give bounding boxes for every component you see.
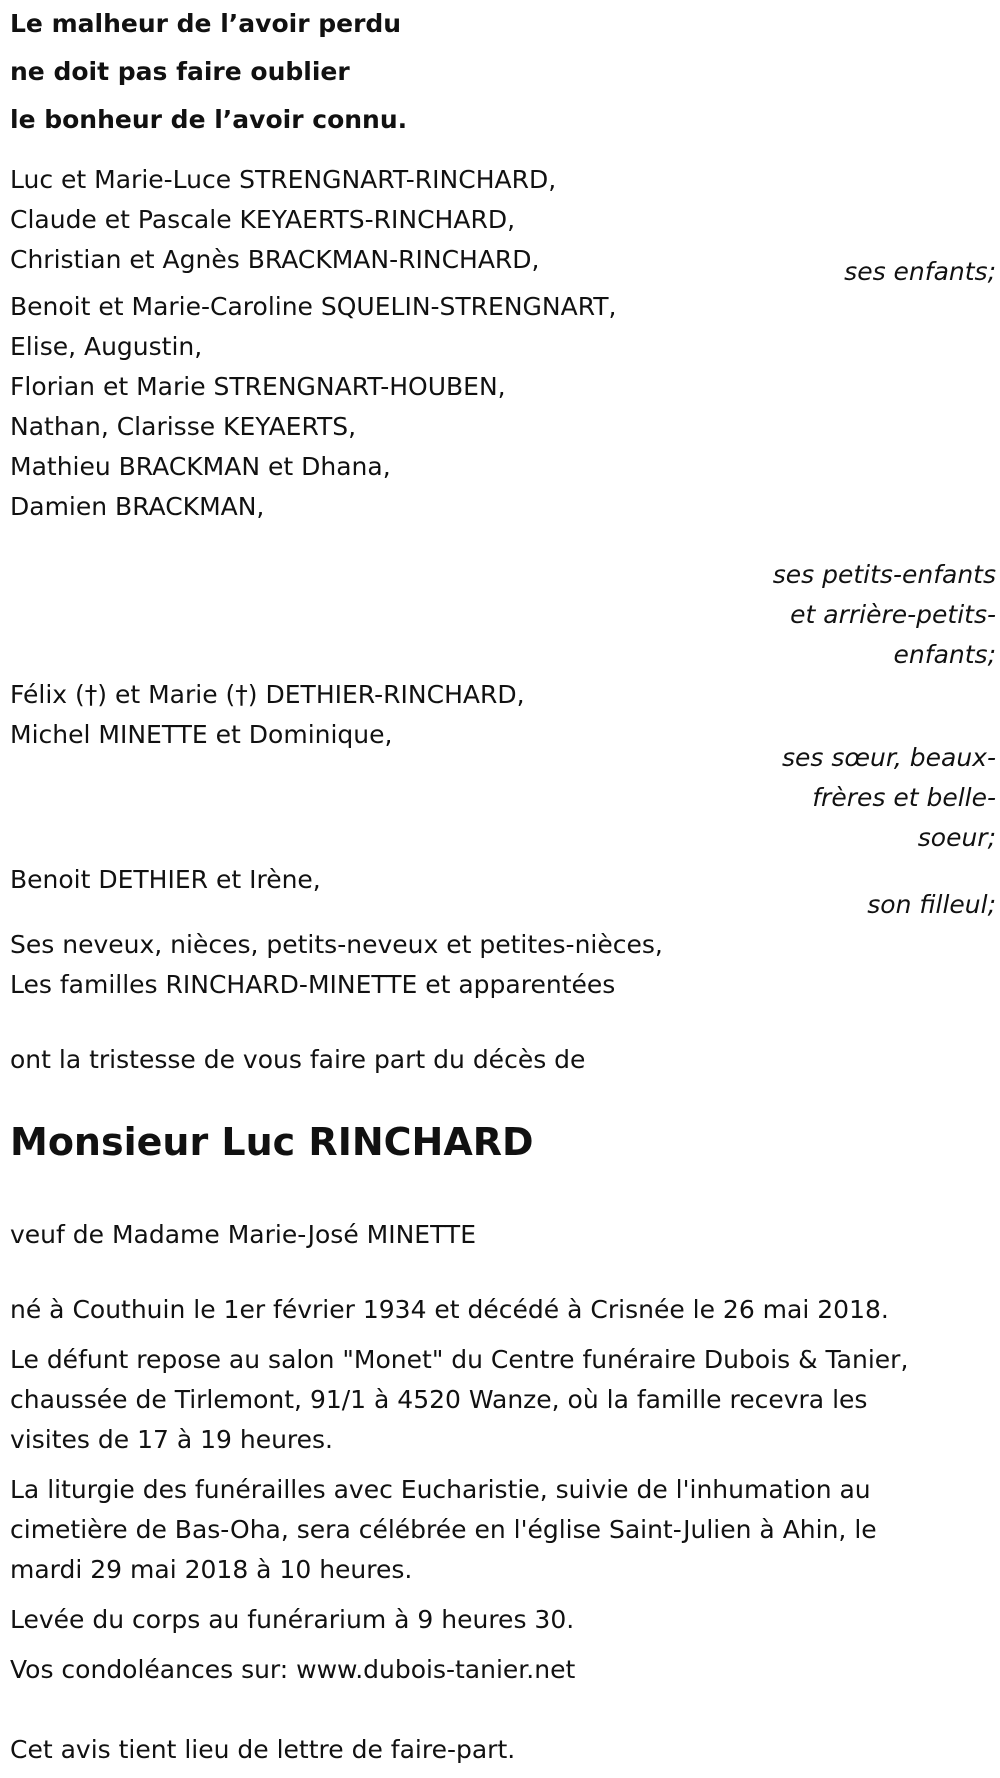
list-item: Claude et Pascale KEYAERTS-RINCHARD, (10, 205, 516, 234)
list-item: Benoit et Marie-Caroline SQUELIN-STRENGNART, (10, 292, 617, 321)
paragraph-line: mardi 29 mai 2018 à 10 heures. (10, 1555, 413, 1584)
family-list (10, 925, 663, 1005)
children-list (10, 160, 556, 280)
list-item: Les familles RINCHARD-MINETTE et apparentées (10, 970, 616, 999)
role-line: frères et belle- (812, 783, 996, 812)
liturgy-paragraph (10, 1470, 995, 1590)
siblings-list (10, 675, 525, 755)
list-item: Nathan, Clarisse KEYAERTS, (10, 412, 357, 441)
announcement: ont la tristesse de vous faire part du décès de (10, 1045, 586, 1074)
paragraph-line: cimetière de Bas-Oha, sera célébrée en l'église Saint-Julien à Ahin, le (10, 1515, 877, 1544)
levee-line: Levée du corps au funérarium à 9 heures 30. (10, 1605, 575, 1634)
role-line: et arrière-petits- (790, 600, 996, 629)
list-item: Damien BRACKMAN, (10, 492, 265, 521)
list-item: Michel MINETTE et Dominique, (10, 720, 393, 749)
role-line: soeur; (917, 823, 996, 852)
epigraph-line: Le malheur de l’avoir perdu (10, 9, 402, 38)
repose-paragraph (10, 1340, 995, 1460)
siblings-role (696, 738, 996, 858)
list-item: Ses neveux, nièces, petits-neveux et petites-nièces, (10, 930, 663, 959)
grandchildren-role (696, 555, 996, 675)
closing-line: Cet avis tient lieu de lettre de faire-part. (10, 1735, 516, 1764)
born-died: né à Couthuin le 1er février 1934 et décédé à Crisnée le 26 mai 2018. (10, 1295, 889, 1324)
role-line: ses sœur, beaux- (781, 743, 996, 772)
epigraph-line: le bonheur de l’avoir connu. (10, 105, 408, 134)
godson: Benoit DETHIER et Irène, (10, 865, 321, 894)
children-role: ses enfants; (844, 257, 996, 286)
paragraph-line: chaussée de Tirlemont, 91/1 à 4520 Wanze, où la famille recevra les (10, 1385, 868, 1414)
deceased-name: Monsieur Luc RINCHARD (10, 1120, 534, 1164)
list-item: Florian et Marie STRENGNART-HOUBEN, (10, 372, 506, 401)
grandchildren-list (10, 287, 617, 527)
list-item: Luc et Marie-Luce STRENGNART-RINCHARD, (10, 165, 557, 194)
paragraph-line: La liturgie des funérailles avec Eucharistie, suivie de l'inhumation au (10, 1475, 871, 1504)
epigraph-line: ne doit pas faire oublier (10, 57, 350, 86)
list-item: Félix (†) et Marie (†) DETHIER-RINCHARD, (10, 680, 525, 709)
widower-line: veuf de Madame Marie-José MINETTE (10, 1220, 476, 1249)
list-item: Christian et Agnès BRACKMAN-RINCHARD, (10, 245, 540, 274)
condolences-line: Vos condoléances sur: www.dubois-tanier.net (10, 1655, 576, 1684)
godson-role: son filleul; (867, 890, 996, 919)
paragraph-line: Le défunt repose au salon "Monet" du Centre funéraire Dubois & Tanier, (10, 1345, 909, 1374)
role-line: enfants; (893, 640, 996, 669)
list-item: Mathieu BRACKMAN et Dhana, (10, 452, 391, 481)
paragraph-line: visites de 17 à 19 heures. (10, 1425, 333, 1454)
epigraph (10, 0, 407, 144)
role-line: ses petits-enfants (772, 560, 996, 589)
list-item: Elise, Augustin, (10, 332, 203, 361)
